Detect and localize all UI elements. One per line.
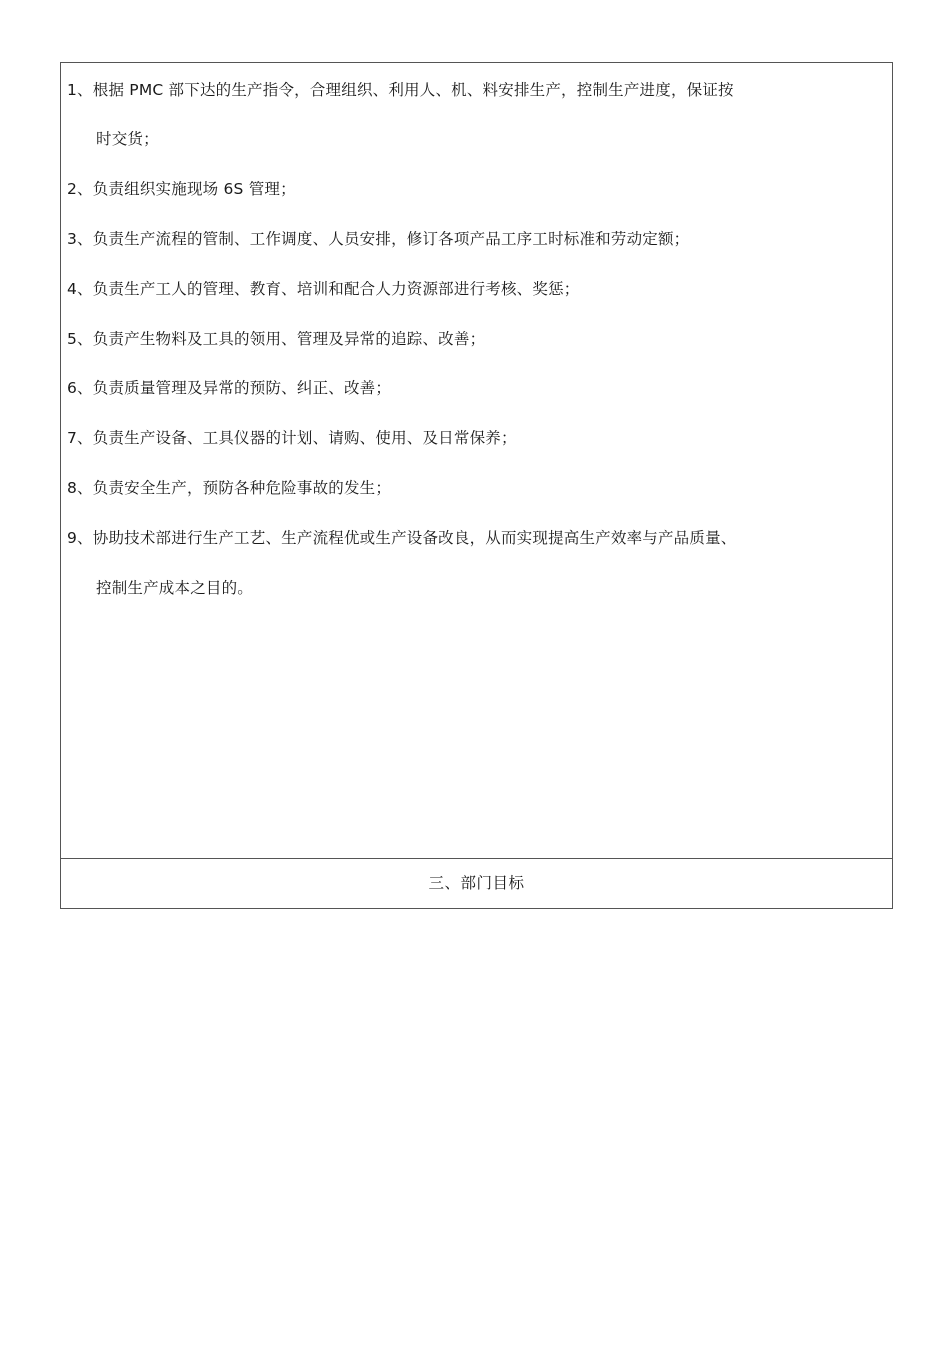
duty-item-1-continuation: 时交货； [96,130,159,148]
duty-item-1: 1、根据 PMC 部下达的生产指令，合理组织、利用人、机、料安排生产，控制生产进度，保证按 [67,81,734,99]
duty-item-2: 2、负责组织实施现场 6S 管理； [67,180,296,198]
duties-cell [61,63,892,859]
duty-item-8: 8、负责安全生产，预防各种危险事故的发生； [67,479,392,497]
duty-item-5: 5、负责产生物料及工具的领用、管理及异常的追踪、改善； [67,330,486,348]
duty-item-4: 4、负责生产工人的管理、教育、培训和配合人力资源部进行考核、奖惩； [67,280,580,298]
section-header-cell [61,859,892,908]
responsibilities-table [60,62,893,909]
duty-item-9-continuation: 控制生产成本之目的。 [96,579,254,597]
duty-item-3: 3、负责生产流程的管制、工作调度、人员安排，修订各项产品工序工时标准和劳动定额； [67,230,690,248]
duty-item-9: 9、协助技术部进行生产工艺、生产流程优或生产设备改良，从而实现提高生产效率与产品质量、 [67,529,737,547]
duty-item-6: 6、负责质量管理及异常的预防、纠正、改善； [67,379,392,397]
section-title: 三、部门目标 [428,874,525,892]
duty-item-7: 7、负责生产设备、工具仪器的计划、请购、使用、及日常保养； [67,429,517,447]
